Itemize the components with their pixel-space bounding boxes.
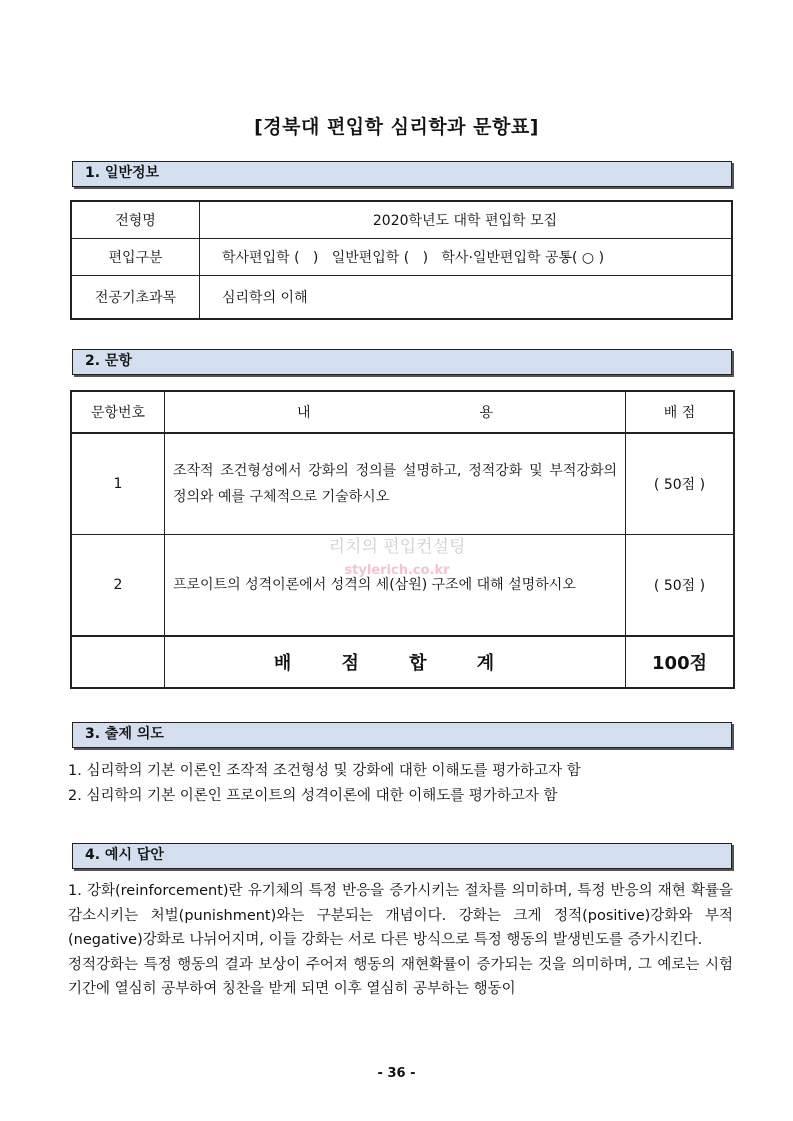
question-table (70, 390, 735, 689)
page-number: - 36 - (377, 1066, 416, 1081)
question-content: 프로이트의 성격이론에서 성격의 세(삼원) 구조에 대해 설명하시오 (165, 535, 626, 637)
question-number: 2 (71, 535, 165, 637)
table-total-row (71, 636, 734, 688)
question-score: ( 50점 ) (626, 535, 735, 637)
section-answer: 4. 예시 답안 (72, 843, 732, 869)
header-score: 배 점 (626, 391, 735, 433)
section-intent: 3. 출제 의도 (72, 722, 732, 748)
cell-label-admission-type: 전형명 (71, 201, 200, 239)
answer-paragraph: 정적강화는 특정 행동의 결과 보상이 주어져 행동의 재현확률이 증가되는 것을 의미하며, 그 예로는 시험기간에 열심히 공부하여 칭찬을 받게 되면 이후 열심히 공부하는 행동이 (68, 956, 733, 997)
header-content-left: 내 (297, 405, 311, 421)
cell-label-transfer-type: 편입구분 (71, 239, 200, 276)
table-row (71, 433, 734, 535)
intent-list (68, 759, 733, 808)
cell-value-subject: 심리학의 이해 (200, 276, 733, 320)
list-item: 2. 심리학의 기본 이론인 프로이트의 성격이론에 대한 이해도를 평가하고자 함 (68, 787, 558, 804)
question-score: ( 50점 ) (626, 433, 735, 535)
table-row (71, 201, 732, 239)
list-item: 1. 심리학의 기본 이론인 조작적 조건형성 및 강화에 대한 이해도를 평가하고자 함 (68, 763, 581, 779)
header-content (165, 391, 626, 433)
general-info-table (70, 200, 733, 320)
total-value: 100점 (626, 636, 735, 688)
question-number: 1 (71, 433, 165, 535)
total-empty-cell (71, 636, 165, 688)
table-row (71, 276, 732, 320)
answer-text (68, 879, 733, 1002)
page-title: [경북대 편입학 심리학과 문항표] (254, 116, 539, 138)
watermark-text: 리치의 편입컨설팅 (328, 537, 466, 557)
total-label: 배 점 합 계 (165, 636, 626, 688)
cell-label-subject: 전공기초과목 (71, 276, 200, 320)
cell-value-transfer-type: 학사편입학 ( ) 일반편입학 ( ) 학사·일반편입학 공통( ○ ) (200, 239, 733, 276)
header-content-right: 용 (479, 405, 493, 421)
cell-value-admission-type: 2020학년도 대학 편입학 모집 (200, 201, 733, 239)
header-number: 문항번호 (71, 391, 165, 433)
question-content: 조작적 조건형성에서 강화의 정의를 설명하고, 정적강화 및 부적강화의 정의와 예를 구체적으로 기술하시오 (165, 433, 626, 535)
table-row (71, 239, 732, 276)
table-header-row (71, 391, 734, 433)
section-questions: 2. 문항 (72, 349, 732, 375)
watermark-url: stylerich.co.kr (344, 563, 450, 578)
section-general-info: 1. 일반정보 (72, 161, 732, 187)
answer-paragraph: 1. 강화(reinforcement)란 유기체의 특정 반응을 증가시키는 절차를 의미하며, 특정 반응의 재현 확률을 감소시키는 처벌(punishment)와는 구분되는 개념이다. 강화는 크게 정적(positive)강화와 부적(negative)강화로 나뉘어지며, 이들 강화는 서로 다른 방식으로 특정 행동의 발생빈도를 증가시킨다. (68, 883, 733, 948)
table-row (71, 535, 734, 637)
